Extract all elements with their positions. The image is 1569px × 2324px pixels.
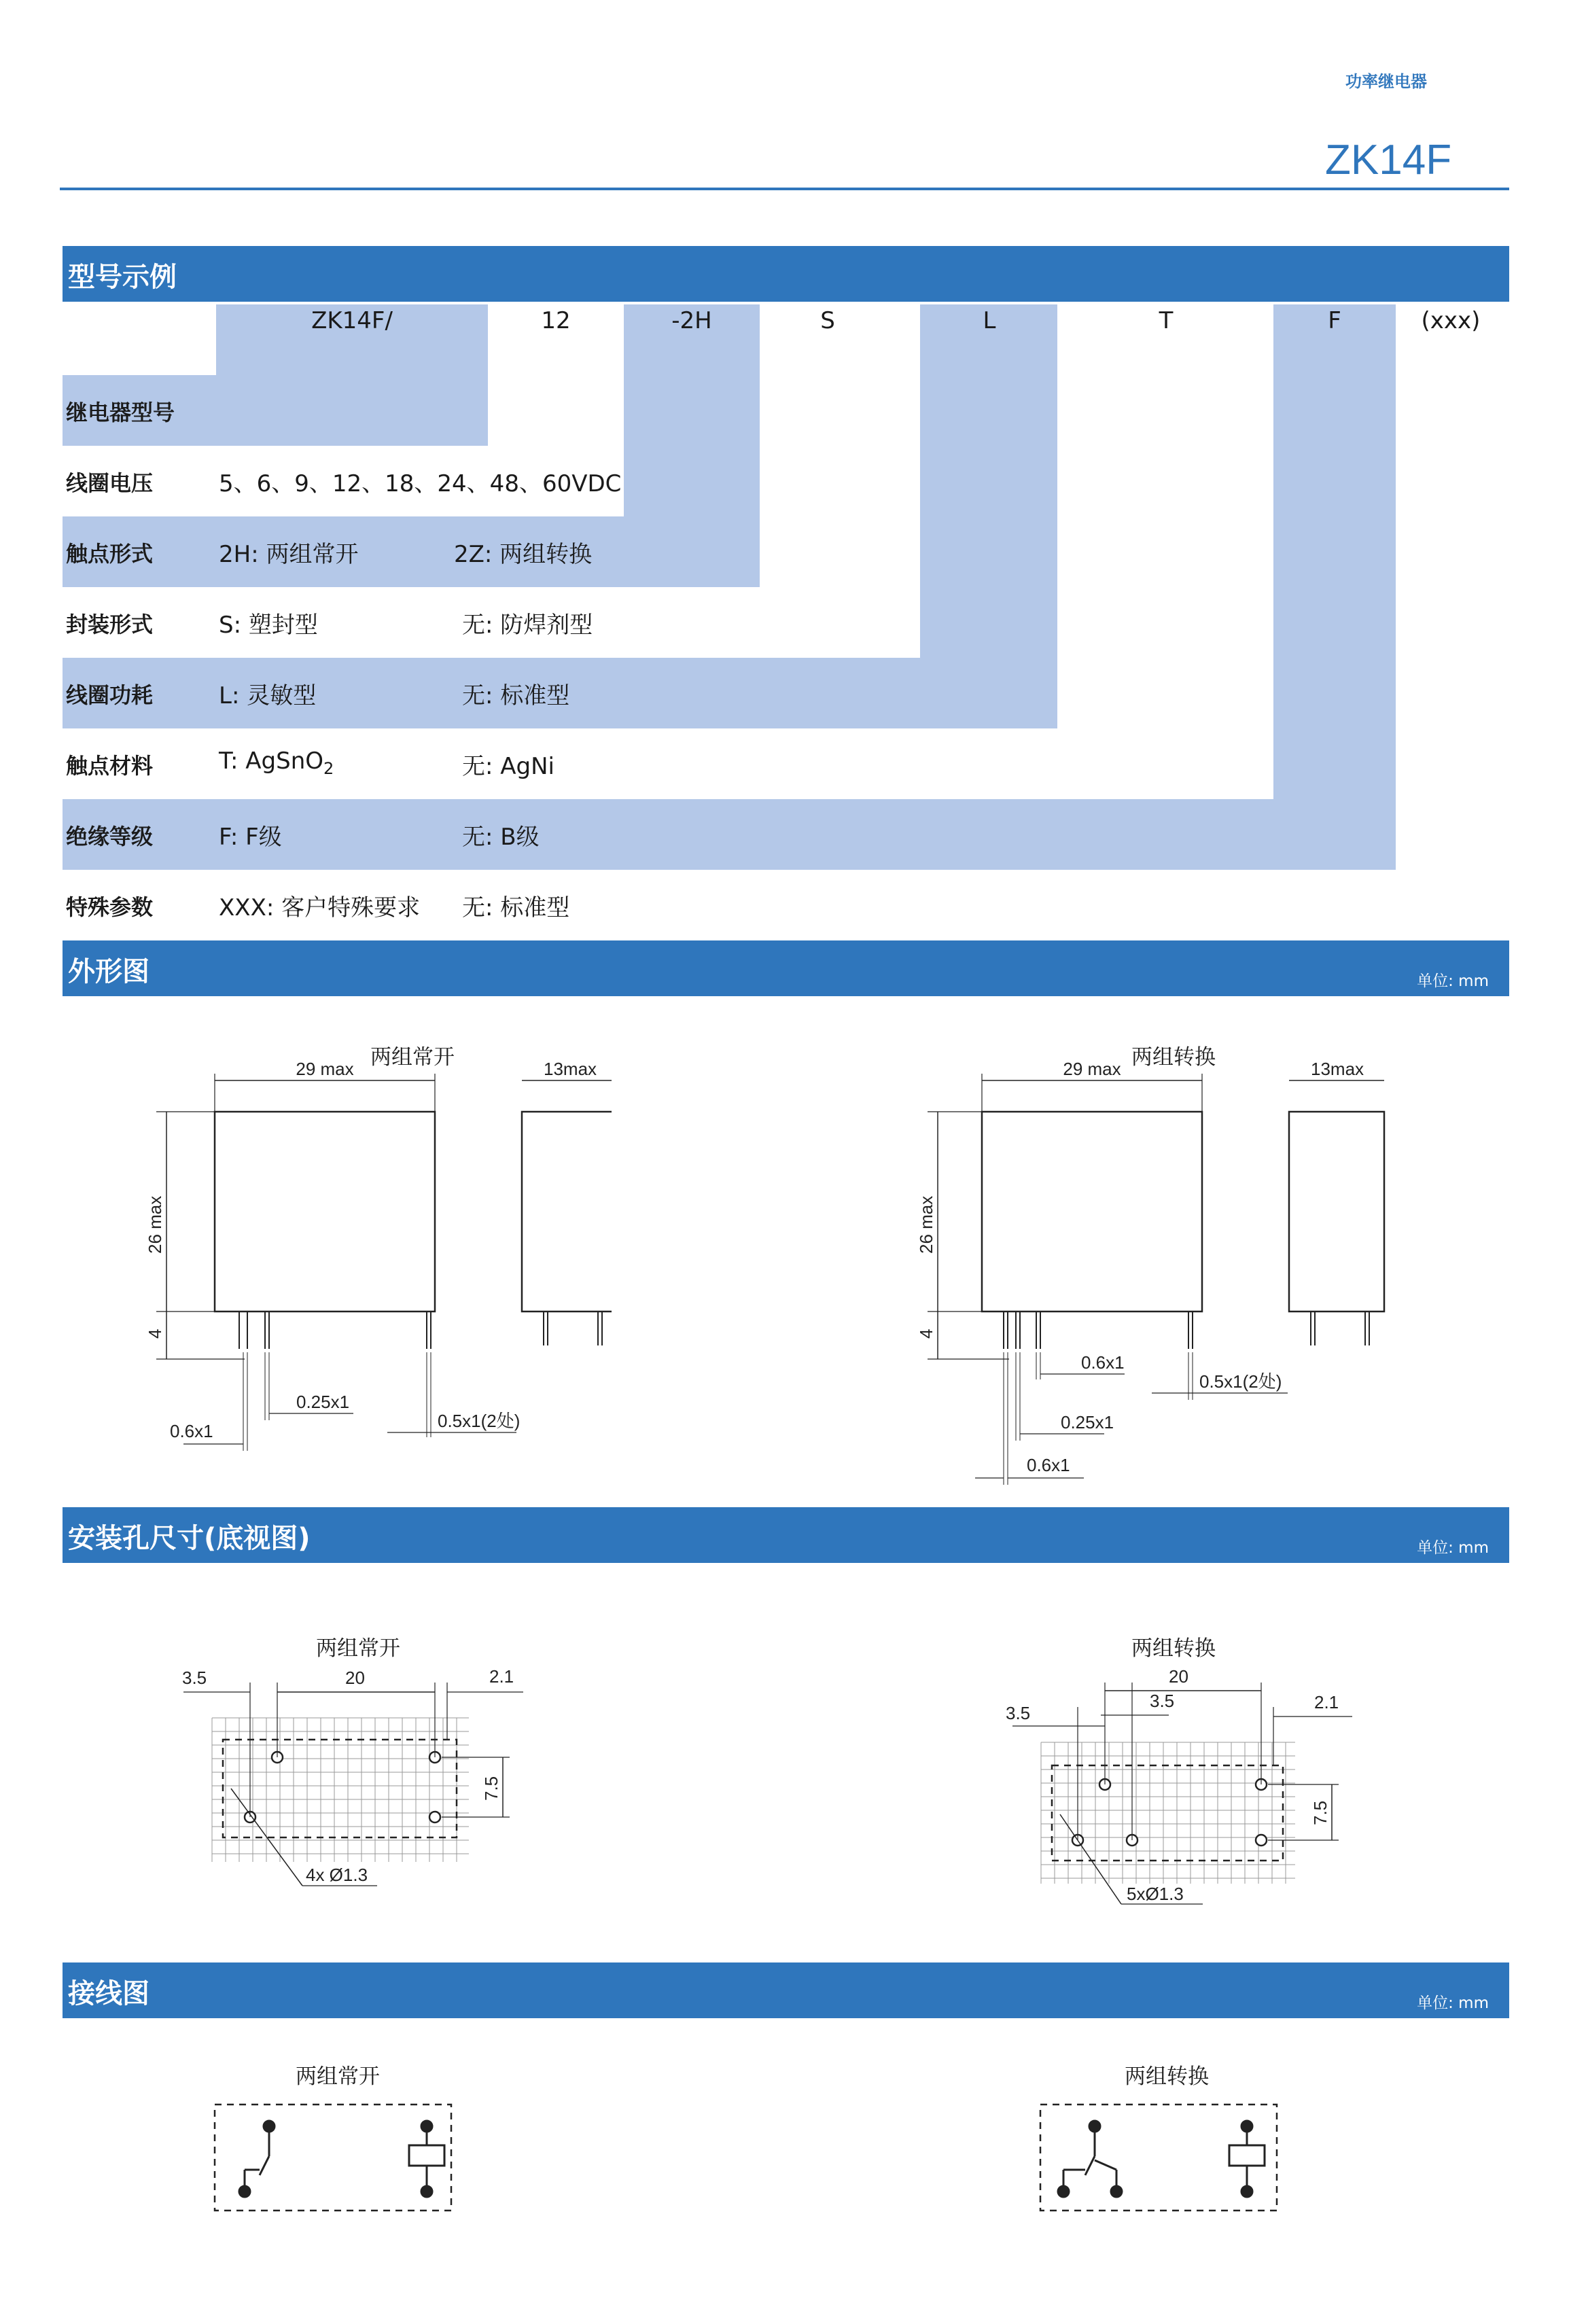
- row-label: 特殊参数: [66, 894, 154, 920]
- mount-title-no: 两组常开: [316, 1636, 400, 1661]
- terminal-dot: [421, 2186, 432, 2197]
- terminal-dot: [1241, 2186, 1252, 2197]
- wiring-diagram-co: [1029, 2096, 1288, 2219]
- code-package: S: [820, 307, 835, 334]
- dim-pin-06-b: 0.6x1: [1027, 1455, 1070, 1475]
- mount-holes-co: 5xØ1.3: [1127, 1884, 1184, 1904]
- section-title: 安装孔尺寸(底视图): [68, 1523, 311, 1554]
- code-contact: -2H: [671, 307, 712, 334]
- row-label: 封装形式: [66, 612, 154, 637]
- dim-pin-06-a: 0.6x1: [1081, 1352, 1125, 1373]
- dim-depth: 13max: [1311, 1060, 1364, 1079]
- code-special: (xxx): [1421, 307, 1481, 334]
- mount-dim-35: 3.5: [182, 1668, 207, 1688]
- mounting-drawing-co: [999, 1658, 1407, 1930]
- wiring-title-co: 两组转换: [1125, 2064, 1209, 2089]
- dim-width: 29 max: [1063, 1060, 1121, 1079]
- row-label: 绝缘等级: [66, 824, 154, 849]
- code-model: ZK14F/: [311, 307, 393, 334]
- mount-holes-no: 4x Ø1.3: [306, 1865, 368, 1885]
- drawing-title-no: 两组常开: [370, 1045, 455, 1070]
- dim-width: 29 max: [296, 1060, 354, 1079]
- section-model-example: [63, 246, 1509, 302]
- dim-depth: 13max: [544, 1060, 597, 1079]
- code-coil: L: [983, 307, 996, 334]
- mount-dim-20: 20: [1169, 1666, 1188, 1687]
- mount-dim-21: 2.1: [489, 1666, 514, 1687]
- outline-drawing-no: [136, 1060, 612, 1454]
- dim-pin-length: 4: [145, 1328, 165, 1339]
- terminal-dot: [239, 2186, 250, 2197]
- dim-pin-06: 0.6x1: [170, 1421, 213, 1441]
- material-text: T: AgSnO: [219, 747, 324, 775]
- unit-label: 单位: mm: [1417, 1994, 1489, 2012]
- mount-dim-75: 7.5: [481, 1776, 501, 1801]
- outline-drawing-co: [907, 1060, 1403, 1495]
- row-value-alt: 无: 标准型: [462, 682, 570, 709]
- section-mounting: [63, 1507, 1509, 1563]
- section-title: 外形图: [68, 956, 149, 987]
- dim-pin-length: 4: [916, 1328, 936, 1339]
- row-value: [219, 747, 334, 778]
- shade-insulation: [1273, 304, 1396, 870]
- mount-dim-35-b: 3.5: [1150, 1691, 1175, 1711]
- code-voltage: 12: [541, 307, 571, 334]
- dim-pin-05: 0.5x1(2处): [1199, 1371, 1282, 1392]
- dim-pin-025: 0.25x1: [1061, 1412, 1114, 1432]
- row-value-alt: 无: AgNi: [462, 753, 554, 780]
- row-value: 5、6、9、12、18、24、48、60VDC: [219, 470, 622, 497]
- section-wiring: [63, 1962, 1509, 2018]
- mount-dim-21: 2.1: [1314, 1692, 1339, 1712]
- header-divider: [60, 188, 1509, 190]
- row-label: 触点材料: [66, 753, 154, 779]
- wiring-title-no: 两组常开: [296, 2064, 380, 2089]
- row-value-alt: 2Z: 两组转换: [454, 541, 593, 568]
- row-label: 线圈电压: [66, 470, 154, 496]
- unit-label: 单位: mm: [1417, 1539, 1489, 1557]
- mount-dim-20: 20: [345, 1668, 365, 1688]
- row-value-alt: 无: 标准型: [462, 894, 570, 921]
- material-subscript: 2: [323, 758, 334, 778]
- mounting-drawing-no: [170, 1658, 550, 1909]
- terminal-dot: [1111, 2186, 1122, 2197]
- section-title: 接线图: [68, 1978, 149, 2009]
- row-value-alt: 无: B级: [462, 824, 540, 851]
- row-value: F: F级: [219, 824, 282, 851]
- drawing-title-co: 两组转换: [1131, 1045, 1216, 1070]
- mount-title-co: 两组转换: [1131, 1636, 1216, 1661]
- coil-symbol: [1229, 2145, 1265, 2166]
- section-outline: [63, 940, 1509, 996]
- wiring-diagram-no: [204, 2096, 462, 2219]
- row-label: 线圈功耗: [66, 682, 154, 708]
- row-label: 触点形式: [66, 541, 154, 567]
- terminal-dot: [1058, 2186, 1069, 2197]
- dim-pin-05: 0.5x1(2处): [438, 1411, 521, 1431]
- dim-height: 26 max: [145, 1195, 165, 1254]
- row-label: 继电器型号: [66, 400, 175, 425]
- section-title: 型号示例: [68, 262, 177, 293]
- code-material: T: [1159, 307, 1174, 334]
- mount-dim-75: 7.5: [1310, 1800, 1330, 1825]
- mount-dim-35-a: 3.5: [1006, 1703, 1031, 1723]
- row-value-alt: 无: 防焊剂型: [462, 612, 593, 639]
- row-value: XXX: 客户特殊要求: [219, 894, 421, 921]
- dim-height: 26 max: [916, 1195, 936, 1254]
- unit-label: 单位: mm: [1417, 972, 1489, 990]
- category-label: 功率继电器: [1345, 72, 1427, 91]
- model-title: ZK14F: [1325, 137, 1452, 183]
- shade-row-contact: [63, 516, 760, 587]
- code-insulation: F: [1328, 307, 1341, 334]
- coil-symbol: [409, 2145, 444, 2166]
- row-value: 2H: 两组常开: [219, 541, 359, 568]
- row-value: L: 灵敏型: [219, 682, 317, 709]
- dim-pin-025: 0.25x1: [296, 1392, 350, 1412]
- row-value: S: 塑封型: [219, 612, 318, 639]
